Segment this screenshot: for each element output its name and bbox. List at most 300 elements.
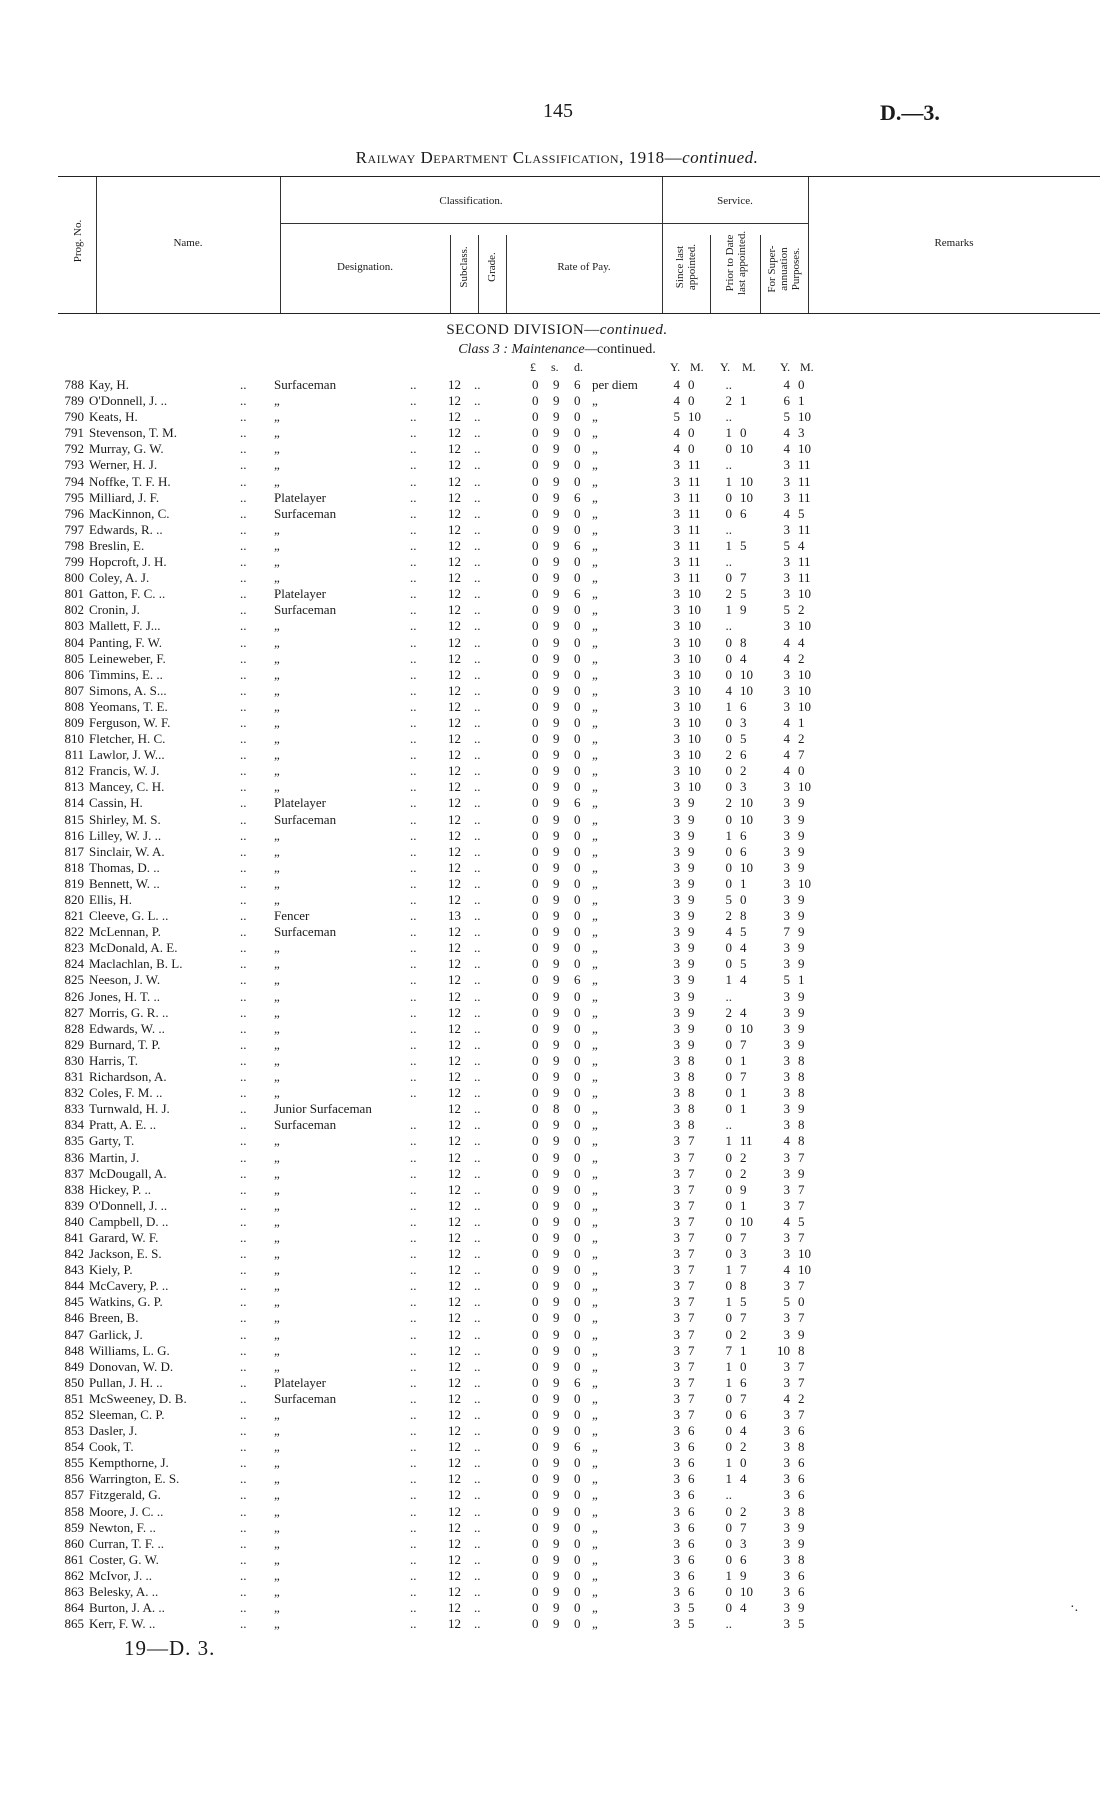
row-super-months: 11 [798, 473, 811, 489]
row-shillings: 9 [553, 1133, 560, 1149]
row-super-years: 3 [783, 618, 790, 634]
row-shillings: 9 [553, 1471, 560, 1487]
row-subclass: 12 [448, 1567, 461, 1583]
row-leader: .. [410, 827, 417, 843]
row-leader: .. [474, 972, 481, 988]
row-leader: .. [240, 875, 247, 891]
row-pence: 0 [574, 940, 581, 956]
row-super-months: 9 [798, 811, 805, 827]
row-prior-years: 0 [725, 1085, 732, 1101]
row-super-months: 11 [798, 489, 811, 505]
row-leader: .. [240, 795, 247, 811]
table-row [0, 860, 1114, 876]
row-super-months: 9 [798, 1600, 805, 1616]
row-prior-months: 0 [740, 1358, 747, 1374]
row-shillings: 9 [553, 1600, 560, 1616]
row-leader: .. [474, 441, 481, 457]
row-prior-months: 10 [740, 811, 753, 827]
row-pounds: 0 [532, 1133, 539, 1149]
table-row [0, 554, 1114, 570]
row-super-months: 8 [798, 1069, 805, 1085]
header-classification: Classification. [439, 195, 503, 207]
row-leader: .. [240, 1342, 247, 1358]
row-since-months: 8 [688, 1101, 695, 1117]
row-subclass: 12 [448, 682, 461, 698]
row-super-years: 4 [783, 763, 790, 779]
row-since-years: 3 [673, 924, 680, 940]
row-pounds: 0 [532, 795, 539, 811]
row-leader: .. [410, 908, 417, 924]
row-prior-months: 5 [740, 586, 747, 602]
table-row [0, 828, 1114, 844]
row-subclass: 12 [448, 843, 461, 859]
row-leader: .. [240, 1471, 247, 1487]
row-leader: .. [474, 537, 481, 553]
row-prior-years: 0 [725, 1535, 732, 1551]
row-since-years: 3 [673, 940, 680, 956]
row-leader: .. [474, 1197, 481, 1213]
row-leader: .. [240, 1036, 247, 1052]
row-leader: .. [474, 1149, 481, 1165]
row-rate-unit: „ [592, 1117, 598, 1133]
row-super-months: 7 [798, 1310, 805, 1326]
row-prior-years: 0 [725, 731, 732, 747]
row-super-months: 9 [798, 1535, 805, 1551]
row-leader: .. [474, 763, 481, 779]
row-leader: .. [474, 1020, 481, 1036]
row-prior-months: 10 [740, 1020, 753, 1036]
row-subclass: 12 [448, 1165, 461, 1181]
row-designation: „ [274, 618, 280, 634]
table-row [0, 1568, 1114, 1584]
row-subclass: 12 [448, 1584, 461, 1600]
row-name: Kempthorne, J. [89, 1455, 169, 1471]
row-since-months: 8 [688, 1052, 695, 1068]
row-since-years: 3 [673, 1213, 680, 1229]
row-prior-years: 0 [725, 1423, 732, 1439]
row-since-years: 3 [673, 1310, 680, 1326]
row-since-months: 9 [688, 843, 695, 859]
row-leader: .. [410, 1278, 417, 1294]
row-super-years: 4 [783, 1390, 790, 1406]
row-leader: .. [410, 586, 417, 602]
row-pence: 0 [574, 1358, 581, 1374]
row-pence: 0 [574, 505, 581, 521]
row-designation: „ [274, 731, 280, 747]
row-shillings: 9 [553, 1455, 560, 1471]
row-leader: .. [474, 908, 481, 924]
row-since-months: 6 [688, 1439, 695, 1455]
row-prior-years: 0 [725, 666, 732, 682]
row-prior-years: 0 [725, 956, 732, 972]
row-pence: 0 [574, 409, 581, 425]
row-subclass: 12 [448, 489, 461, 505]
row-subclass: 12 [448, 1326, 461, 1342]
row-since-months: 6 [688, 1423, 695, 1439]
row-pounds: 0 [532, 1101, 539, 1117]
row-since-years: 3 [673, 1085, 680, 1101]
row-since-years: 3 [673, 859, 680, 875]
row-pounds: 0 [532, 1020, 539, 1036]
row-leader: .. [410, 1423, 417, 1439]
row-pence: 0 [574, 1197, 581, 1213]
row-prior-months: 6 [740, 1407, 747, 1422]
row-subclass: 12 [448, 1085, 461, 1101]
row-since-months: 7 [688, 1407, 695, 1422]
table-row [0, 522, 1114, 538]
row-super-years: 3 [783, 875, 790, 891]
row-leader: .. [410, 714, 417, 730]
row-shillings: 9 [553, 1358, 560, 1374]
row-since-months: 7 [688, 1374, 695, 1390]
row-leader: .. [240, 1310, 247, 1326]
row-super-years: 3 [783, 1358, 790, 1374]
row-designation: „ [274, 1407, 280, 1422]
row-prior-years: 1 [725, 972, 732, 988]
row-subclass: 12 [448, 521, 461, 537]
row-designation: „ [274, 1358, 280, 1374]
table-row [0, 1101, 1114, 1117]
row-name: Edwards, R. .. [89, 521, 163, 537]
row-leader: .. [410, 988, 417, 1004]
row-shillings: 9 [553, 602, 560, 618]
row-super-years: 5 [783, 537, 790, 553]
row-since-months: 10 [688, 698, 701, 714]
row-leader: .. [240, 1326, 247, 1342]
row-leader: .. [474, 425, 481, 441]
row-since-months: 7 [688, 1342, 695, 1358]
row-since-months: 10 [688, 634, 701, 650]
row-since-years: 3 [673, 505, 680, 521]
row-leader: .. [410, 1455, 417, 1471]
row-name: Lilley, W. J. .. [89, 827, 162, 843]
row-pounds: 0 [532, 924, 539, 940]
row-leader: .. [240, 1423, 247, 1439]
row-since-months: 6 [688, 1567, 695, 1583]
class-continued: continued. [597, 342, 656, 357]
row-since-months: 11 [688, 489, 701, 505]
row-super-years: 4 [783, 714, 790, 730]
row-super-years: 3 [783, 1374, 790, 1390]
table-row [0, 908, 1114, 924]
row-prior-years: 0 [725, 1246, 732, 1262]
table-row [0, 1182, 1114, 1198]
row-subclass: 12 [448, 1616, 461, 1632]
row-designation: „ [274, 875, 280, 891]
row-since-years: 3 [673, 618, 680, 634]
row-leader: .. [410, 1487, 417, 1503]
row-shillings: 9 [553, 1117, 560, 1133]
row-rate-unit: „ [592, 1519, 598, 1535]
row-prog-no: 832 [64, 1085, 84, 1101]
row-since-years: 3 [673, 698, 680, 714]
row-pence: 0 [574, 698, 581, 714]
row-since-years: 3 [673, 972, 680, 988]
row-prior-years: 0 [725, 1503, 732, 1519]
row-prog-no: 810 [64, 731, 84, 747]
row-prog-no: 864 [64, 1600, 84, 1616]
row-since-years: 3 [673, 1342, 680, 1358]
row-name: Murray, G. W. [89, 441, 164, 457]
row-prog-no: 793 [64, 457, 84, 473]
row-prior-years: 0 [725, 1229, 732, 1245]
row-pounds: 0 [532, 1036, 539, 1052]
row-leader: .. [240, 1133, 247, 1149]
row-since-years: 3 [673, 1567, 680, 1583]
row-super-years: 3 [783, 1503, 790, 1519]
row-pence: 0 [574, 602, 581, 618]
row-since-months: 7 [688, 1181, 695, 1197]
row-super-years: 4 [783, 1213, 790, 1229]
row-prior-years: 0 [725, 1020, 732, 1036]
row-prior-months: 10 [740, 1213, 753, 1229]
header-designation: Designation. [337, 261, 393, 273]
row-since-years: 3 [673, 779, 680, 795]
row-leader: .. [474, 1004, 481, 1020]
table-row [0, 699, 1114, 715]
row-designation: „ [274, 859, 280, 875]
row-super-months: 9 [798, 827, 805, 843]
row-leader: .. [474, 1310, 481, 1326]
row-leader: .. [474, 731, 481, 747]
unit-pence: d. [574, 360, 583, 374]
row-prior-years: 2 [725, 393, 732, 409]
row-rate-unit: „ [592, 795, 598, 811]
row-pence: 0 [574, 1535, 581, 1551]
row-since-months: 10 [688, 779, 701, 795]
row-super-months: 1 [798, 972, 805, 988]
row-leader: .. [474, 489, 481, 505]
row-super-months: 9 [798, 908, 805, 924]
row-prog-no: 829 [64, 1036, 84, 1052]
row-shillings: 9 [553, 618, 560, 634]
row-rate-unit: „ [592, 1165, 598, 1181]
row-pounds: 0 [532, 377, 539, 392]
row-name: Fitzgerald, G. [89, 1487, 161, 1503]
row-shillings: 9 [553, 1069, 560, 1085]
row-shillings: 9 [553, 1052, 560, 1068]
row-super-years: 3 [783, 1052, 790, 1068]
table-row [0, 441, 1114, 457]
row-designation: „ [274, 1149, 280, 1165]
row-subclass: 12 [448, 666, 461, 682]
row-since-months: 8 [688, 1085, 695, 1101]
row-since-years: 3 [673, 811, 680, 827]
row-pence: 0 [574, 956, 581, 972]
row-prior-months: 6 [740, 827, 747, 843]
row-super-months: 9 [798, 1326, 805, 1342]
row-super-years: 3 [783, 1471, 790, 1487]
row-super-months: 9 [798, 859, 805, 875]
row-subclass: 12 [448, 393, 461, 409]
row-leader: .. [474, 1551, 481, 1567]
row-leader: .. [474, 747, 481, 763]
row-pence: 0 [574, 827, 581, 843]
row-shillings: 9 [553, 441, 560, 457]
row-designation: „ [274, 1213, 280, 1229]
row-pence: 0 [574, 1310, 581, 1326]
row-designation: „ [274, 425, 280, 441]
table-row [0, 1021, 1114, 1037]
row-rate-unit: „ [592, 924, 598, 940]
row-prog-no: 830 [64, 1052, 84, 1068]
row-pence: 0 [574, 521, 581, 537]
row-super-months: 10 [798, 779, 811, 795]
row-prior-years: 0 [725, 811, 732, 827]
row-leader: .. [474, 377, 481, 392]
row-since-years: 3 [673, 521, 680, 537]
row-designation: „ [274, 779, 280, 795]
row-shillings: 9 [553, 1310, 560, 1326]
row-pence: 6 [574, 537, 581, 553]
row-prog-no: 813 [64, 779, 84, 795]
table-row [0, 892, 1114, 908]
row-name: Thomas, D. .. [89, 859, 160, 875]
row-pounds: 0 [532, 1455, 539, 1471]
row-leader: .. [240, 763, 247, 779]
row-shillings: 9 [553, 586, 560, 602]
row-rate-unit: „ [592, 393, 598, 409]
row-leader: .. [410, 875, 417, 891]
row-rate-unit: „ [592, 1487, 598, 1503]
row-since-years: 3 [673, 1423, 680, 1439]
row-prog-no: 861 [64, 1551, 84, 1567]
row-super-years: 3 [783, 570, 790, 586]
row-leader: .. [240, 1503, 247, 1519]
row-subclass: 12 [448, 1519, 461, 1535]
row-shillings: 9 [553, 650, 560, 666]
row-subclass: 12 [448, 425, 461, 441]
row-prior-months: 10 [740, 666, 753, 682]
row-super-years: 4 [783, 1262, 790, 1278]
row-leader: .. [240, 1181, 247, 1197]
row-shillings: 9 [553, 521, 560, 537]
row-subclass: 12 [448, 1551, 461, 1567]
row-name: Cleeve, G. L. .. [89, 908, 169, 924]
row-name: Watkins, G. P. [89, 1294, 163, 1310]
row-super-years: 6 [783, 393, 790, 409]
row-shillings: 9 [553, 924, 560, 940]
row-prior-months: 9 [740, 1567, 747, 1583]
row-since-years: 3 [673, 763, 680, 779]
row-super-months: 6 [798, 1423, 805, 1439]
row-pounds: 0 [532, 409, 539, 425]
row-prior-years: 2 [725, 747, 732, 763]
row-since-months: 9 [688, 892, 695, 907]
row-prior-years: 1 [725, 425, 732, 441]
row-super-months: 0 [798, 763, 805, 779]
row-leader: .. [474, 1165, 481, 1181]
row-name: Turnwald, H. J. [89, 1101, 170, 1117]
row-rate-unit: „ [592, 1036, 598, 1052]
row-since-months: 6 [688, 1471, 695, 1487]
row-since-months: 0 [688, 393, 695, 409]
row-since-years: 3 [673, 570, 680, 586]
row-rate-unit: „ [592, 1326, 598, 1342]
class-label: Class 3 : Maintenance— [458, 342, 598, 357]
row-prog-no: 865 [64, 1616, 84, 1632]
row-pence: 0 [574, 1133, 581, 1149]
row-leader: .. [474, 1407, 481, 1422]
table-row [0, 1407, 1114, 1423]
row-prog-no: 790 [64, 409, 84, 425]
row-shillings: 9 [553, 779, 560, 795]
row-leader: .. [410, 1342, 417, 1358]
row-rate-unit: „ [592, 1423, 598, 1439]
row-prior-months: 6 [740, 843, 747, 859]
row-super-months: 7 [798, 1181, 805, 1197]
row-prog-no: 834 [64, 1117, 84, 1133]
row-prior-years: 1 [725, 1294, 732, 1310]
row-prior-months: 10 [740, 682, 753, 698]
row-super-months: 4 [798, 537, 805, 553]
row-since-years: 3 [673, 634, 680, 650]
row-prior-months: 1 [740, 393, 747, 409]
row-prog-no: 802 [64, 602, 84, 618]
row-prior-years: .. [725, 457, 732, 473]
table-row [0, 1343, 1114, 1359]
row-rate-unit: „ [592, 521, 598, 537]
row-designation: „ [274, 554, 280, 570]
row-leader: .. [474, 1213, 481, 1229]
row-super-years: 3 [783, 1487, 790, 1503]
row-leader: .. [240, 714, 247, 730]
row-pence: 6 [574, 489, 581, 505]
row-prior-years: 0 [725, 1101, 732, 1117]
row-prog-no: 858 [64, 1503, 84, 1519]
row-pence: 0 [574, 1519, 581, 1535]
row-prior-months: 10 [740, 1584, 753, 1600]
row-pence: 0 [574, 634, 581, 650]
row-name: Stevenson, T. M. [89, 425, 177, 441]
row-subclass: 12 [448, 505, 461, 521]
row-rate-unit: „ [592, 1342, 598, 1358]
row-shillings: 9 [553, 1584, 560, 1600]
row-subclass: 12 [448, 1310, 461, 1326]
row-leader: .. [240, 1246, 247, 1262]
row-prior-months: 5 [740, 956, 747, 972]
header-service: Service. [717, 195, 753, 207]
row-leader: .. [474, 827, 481, 843]
division-label: SECOND DIVISION— [446, 322, 600, 338]
row-leader: .. [410, 1390, 417, 1406]
row-designation: „ [274, 1294, 280, 1310]
row-designation: „ [274, 1503, 280, 1519]
row-leader: .. [240, 457, 247, 473]
row-shillings: 9 [553, 1326, 560, 1342]
row-since-months: 7 [688, 1165, 695, 1181]
row-since-years: 3 [673, 988, 680, 1004]
row-pounds: 0 [532, 505, 539, 521]
row-leader: .. [240, 1117, 247, 1133]
row-prior-months: 1 [740, 1342, 747, 1358]
row-subclass: 12 [448, 1213, 461, 1229]
row-leader: .. [240, 1213, 247, 1229]
row-leader: .. [410, 763, 417, 779]
row-super-months: 6 [798, 1471, 805, 1487]
row-shillings: 9 [553, 1503, 560, 1519]
row-prior-years: 1 [725, 473, 732, 489]
row-prior-months: 11 [740, 1133, 753, 1149]
row-super-years: 3 [783, 1165, 790, 1181]
row-since-years: 3 [673, 1052, 680, 1068]
row-leader: .. [240, 1101, 247, 1117]
row-pence: 0 [574, 1246, 581, 1262]
row-subclass: 12 [448, 1036, 461, 1052]
row-super-years: 3 [783, 457, 790, 473]
row-leader: .. [240, 473, 247, 489]
row-super-years: 3 [783, 1117, 790, 1133]
